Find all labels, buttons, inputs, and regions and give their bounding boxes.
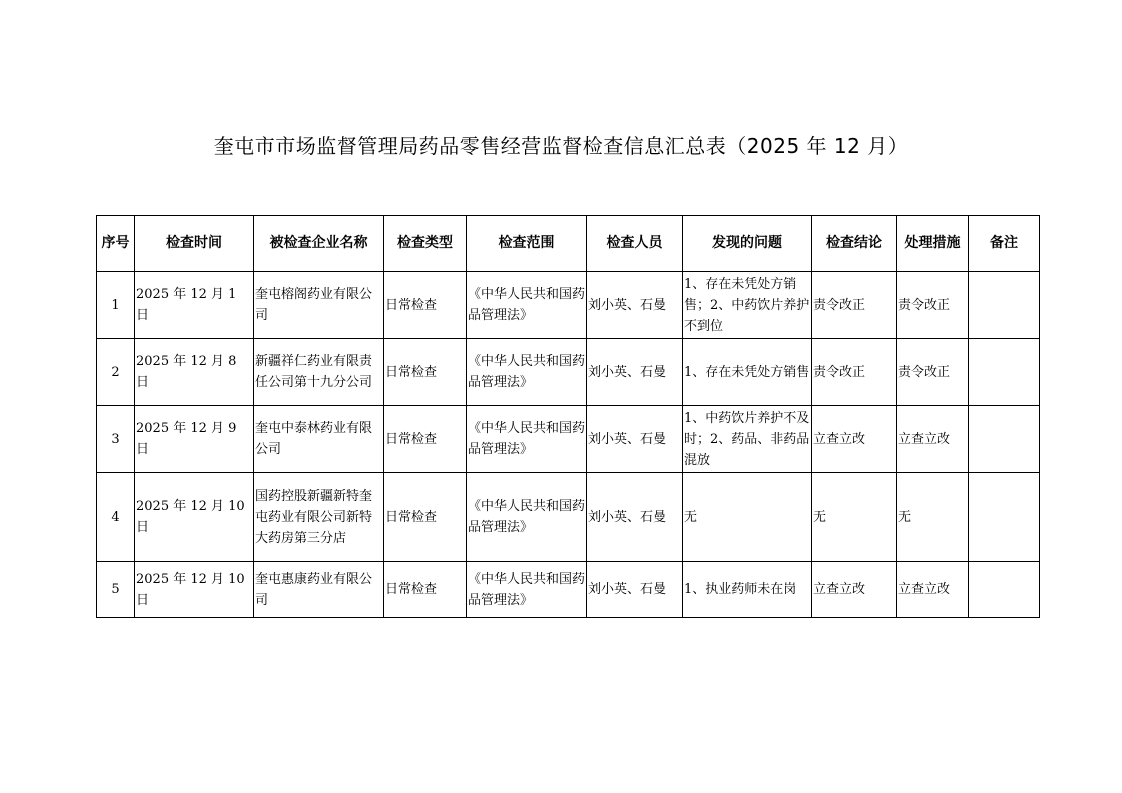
cell-issues: 1、执业药师未在岗 bbox=[683, 562, 812, 618]
cell-company: 新疆祥仁药业有限责任公司第十九分公司 bbox=[254, 339, 384, 406]
cell-measures: 责令改正 bbox=[897, 339, 969, 406]
cell-date: 2025 年 12 月 9 日 bbox=[135, 406, 254, 473]
header-scope: 检查范围 bbox=[467, 216, 587, 272]
cell-remarks bbox=[969, 406, 1040, 473]
cell-company: 奎屯中泰林药业有限公司 bbox=[254, 406, 384, 473]
table-row bbox=[97, 562, 1040, 618]
cell-date: 2025 年 12 月 1 日 bbox=[135, 272, 254, 339]
cell-issues: 无 bbox=[683, 473, 812, 562]
cell-no: 1 bbox=[97, 272, 135, 339]
cell-remarks bbox=[969, 473, 1040, 562]
cell-issues: 1、存在未凭处方销售；2、中药饮片养护不到位 bbox=[683, 272, 812, 339]
cell-conclusion: 责令改正 bbox=[812, 339, 897, 406]
header-remarks: 备注 bbox=[969, 216, 1040, 272]
header-company: 被检查企业名称 bbox=[254, 216, 384, 272]
cell-inspectors: 刘小英、石曼 bbox=[587, 406, 683, 473]
cell-type: 日常检查 bbox=[384, 473, 467, 562]
inspection-table bbox=[96, 215, 1040, 618]
cell-no: 4 bbox=[97, 473, 135, 562]
cell-company: 国药控股新疆新特奎屯药业有限公司新特大药房第三分店 bbox=[254, 473, 384, 562]
cell-measures: 无 bbox=[897, 473, 969, 562]
cell-issues: 1、存在未凭处方销售 bbox=[683, 339, 812, 406]
cell-date: 2025 年 12 月 10 日 bbox=[135, 562, 254, 618]
cell-inspectors: 刘小英、石曼 bbox=[587, 562, 683, 618]
table-row bbox=[97, 272, 1040, 339]
cell-inspectors: 刘小英、石曼 bbox=[587, 272, 683, 339]
cell-no: 2 bbox=[97, 339, 135, 406]
cell-scope: 《中华人民共和国药品管理法》 bbox=[467, 473, 587, 562]
cell-no: 5 bbox=[97, 562, 135, 618]
cell-type: 日常检查 bbox=[384, 339, 467, 406]
cell-conclusion: 立查立改 bbox=[812, 406, 897, 473]
cell-measures: 立查立改 bbox=[897, 562, 969, 618]
table-row bbox=[97, 473, 1040, 562]
cell-remarks bbox=[969, 272, 1040, 339]
cell-company: 奎屯惠康药业有限公司 bbox=[254, 562, 384, 618]
cell-inspectors: 刘小英、石曼 bbox=[587, 339, 683, 406]
cell-date: 2025 年 12 月 8 日 bbox=[135, 339, 254, 406]
header-inspectors: 检查人员 bbox=[587, 216, 683, 272]
cell-scope: 《中华人民共和国药品管理法》 bbox=[467, 339, 587, 406]
cell-scope: 《中华人民共和国药品管理法》 bbox=[467, 272, 587, 339]
table-row bbox=[97, 406, 1040, 473]
cell-type: 日常检查 bbox=[384, 406, 467, 473]
cell-no: 3 bbox=[97, 406, 135, 473]
cell-date: 2025 年 12 月 10 日 bbox=[135, 473, 254, 562]
header-no: 序号 bbox=[97, 216, 135, 272]
table-header-row bbox=[97, 216, 1040, 272]
cell-issues: 1、中药饮片养护不及时；2、药品、非药品混放 bbox=[683, 406, 812, 473]
cell-company: 奎屯榕阁药业有限公司 bbox=[254, 272, 384, 339]
cell-conclusion: 责令改正 bbox=[812, 272, 897, 339]
cell-conclusion: 无 bbox=[812, 473, 897, 562]
cell-measures: 立查立改 bbox=[897, 406, 969, 473]
header-date: 检查时间 bbox=[135, 216, 254, 272]
table-row bbox=[97, 339, 1040, 406]
header-issues: 发现的问题 bbox=[683, 216, 812, 272]
cell-remarks bbox=[969, 339, 1040, 406]
header-conclusion: 检查结论 bbox=[812, 216, 897, 272]
header-measures: 处理措施 bbox=[897, 216, 969, 272]
cell-remarks bbox=[969, 562, 1040, 618]
cell-scope: 《中华人民共和国药品管理法》 bbox=[467, 562, 587, 618]
cell-measures: 责令改正 bbox=[897, 272, 969, 339]
page-title: 奎屯市市场监督管理局药品零售经营监督检查信息汇总表（2025 年 12 月） bbox=[213, 134, 909, 158]
cell-type: 日常检查 bbox=[384, 562, 467, 618]
cell-inspectors: 刘小英、石曼 bbox=[587, 473, 683, 562]
cell-type: 日常检查 bbox=[384, 272, 467, 339]
cell-scope: 《中华人民共和国药品管理法》 bbox=[467, 406, 587, 473]
cell-conclusion: 立查立改 bbox=[812, 562, 897, 618]
header-type: 检查类型 bbox=[384, 216, 467, 272]
